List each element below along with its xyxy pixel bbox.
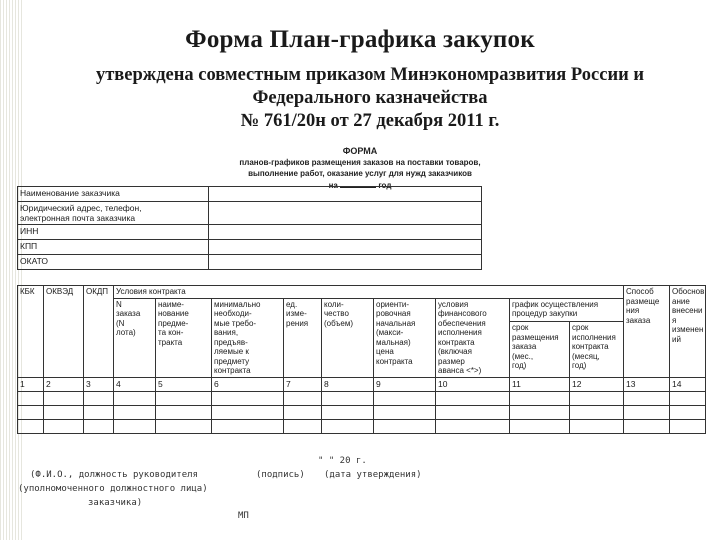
table-header-row xyxy=(18,286,706,299)
footer-approval-date-label: (дата утверждения) xyxy=(324,470,422,480)
left-stripe-decoration xyxy=(0,0,22,540)
form-header-title: ФОРМА xyxy=(342,146,378,156)
info-row xyxy=(18,255,482,270)
table-row xyxy=(18,391,706,405)
page-title: Форма План-графика закупок xyxy=(185,26,535,53)
info-label: КПП xyxy=(18,240,209,255)
page-subtitle xyxy=(40,64,700,133)
table-header-row xyxy=(18,298,706,322)
column-number: 4 xyxy=(114,377,156,391)
column-number: 11 xyxy=(510,377,570,391)
column-number: 9 xyxy=(374,377,436,391)
info-value xyxy=(209,240,482,255)
col-quantity: коли- чество (объем) xyxy=(322,298,374,377)
col-kbk: КБК xyxy=(18,286,44,378)
column-number: 6 xyxy=(212,377,284,391)
form-header xyxy=(190,146,530,191)
info-value xyxy=(209,187,482,202)
info-label: ИНН xyxy=(18,225,209,240)
footer-head-label-3: заказчика) xyxy=(88,498,143,508)
year-suffix: год xyxy=(378,181,392,190)
info-label: Юридический адрес, телефон, электронная почта заказчика xyxy=(18,202,209,225)
footer-signature-label: (подпись) xyxy=(256,470,305,480)
info-value xyxy=(209,255,482,270)
col-financial-conditions: условия финансового обеспечения исполнения контракта (включая размер аванса <*>) xyxy=(436,298,510,377)
table-row xyxy=(18,405,706,419)
subtitle-line: утверждена совместным приказом Минэкономразвития России и xyxy=(95,65,645,85)
form-header-line: выполнение работ, оказание услуг для нужд заказчиков xyxy=(248,169,472,178)
footer-head-label-2: (уполномоченного должностного лица) xyxy=(18,484,208,494)
col-subject-name: наиме- нование предме- та кон- тракта xyxy=(156,298,212,377)
col-okved: ОКВЭД xyxy=(44,286,84,378)
column-number: 7 xyxy=(284,377,322,391)
table-row xyxy=(18,419,706,433)
column-number: 8 xyxy=(322,377,374,391)
col-term-placement: срок размещения заказа (мес., год) xyxy=(510,322,570,377)
subtitle-line: Федерального казначейства xyxy=(252,88,488,108)
schedule-header: график осуществления процедур закупки xyxy=(510,298,624,322)
info-row xyxy=(18,187,482,202)
customer-info-table xyxy=(17,186,482,270)
column-number-row xyxy=(18,377,706,391)
col-method: Способ размеще ния заказа xyxy=(624,286,670,378)
column-number: 5 xyxy=(156,377,212,391)
info-row xyxy=(18,202,482,225)
col-unit: ед. изме- рения xyxy=(284,298,322,377)
column-number: 2 xyxy=(44,377,84,391)
info-row xyxy=(18,225,482,240)
subtitle-line: № 761/20н от 27 декабря 2011 г. xyxy=(240,111,500,131)
col-okdp: ОКДП xyxy=(84,286,114,378)
info-row xyxy=(18,240,482,255)
col-min-requirements: минимально необходи- мые требо- вания, предъяв- ляемые к предмету контракта xyxy=(212,298,284,377)
form-header-line: планов-графиков размещения заказов на поставки товаров, xyxy=(239,158,481,167)
column-number: 3 xyxy=(84,377,114,391)
year-prefix: на xyxy=(328,181,338,190)
col-reason: Обоснов ание внесени я изменен ий xyxy=(670,286,706,378)
info-label: Наименование заказчика xyxy=(18,187,209,202)
footer-date-line: " " 20 г. xyxy=(318,456,367,466)
info-value xyxy=(209,202,482,225)
column-number: 13 xyxy=(624,377,670,391)
column-number: 10 xyxy=(436,377,510,391)
footer-head-label: (Ф.И.О., должность руководителя xyxy=(30,470,198,480)
footer-stamp: МП xyxy=(238,511,249,521)
procurement-schedule-table xyxy=(17,285,706,434)
col-initial-price: ориенти- ровочная начальная (макси- мальная) цена контракта xyxy=(374,298,436,377)
column-number: 14 xyxy=(670,377,706,391)
info-label: ОКАТО xyxy=(18,255,209,270)
column-number: 1 xyxy=(18,377,44,391)
conditions-header: Условия контракта xyxy=(114,286,624,299)
col-term-execution: срок исполнения контракта (месяц, год) xyxy=(570,322,624,377)
column-number: 12 xyxy=(570,377,624,391)
info-value xyxy=(209,225,482,240)
col-order-number: N заказа (N лота) xyxy=(114,298,156,377)
